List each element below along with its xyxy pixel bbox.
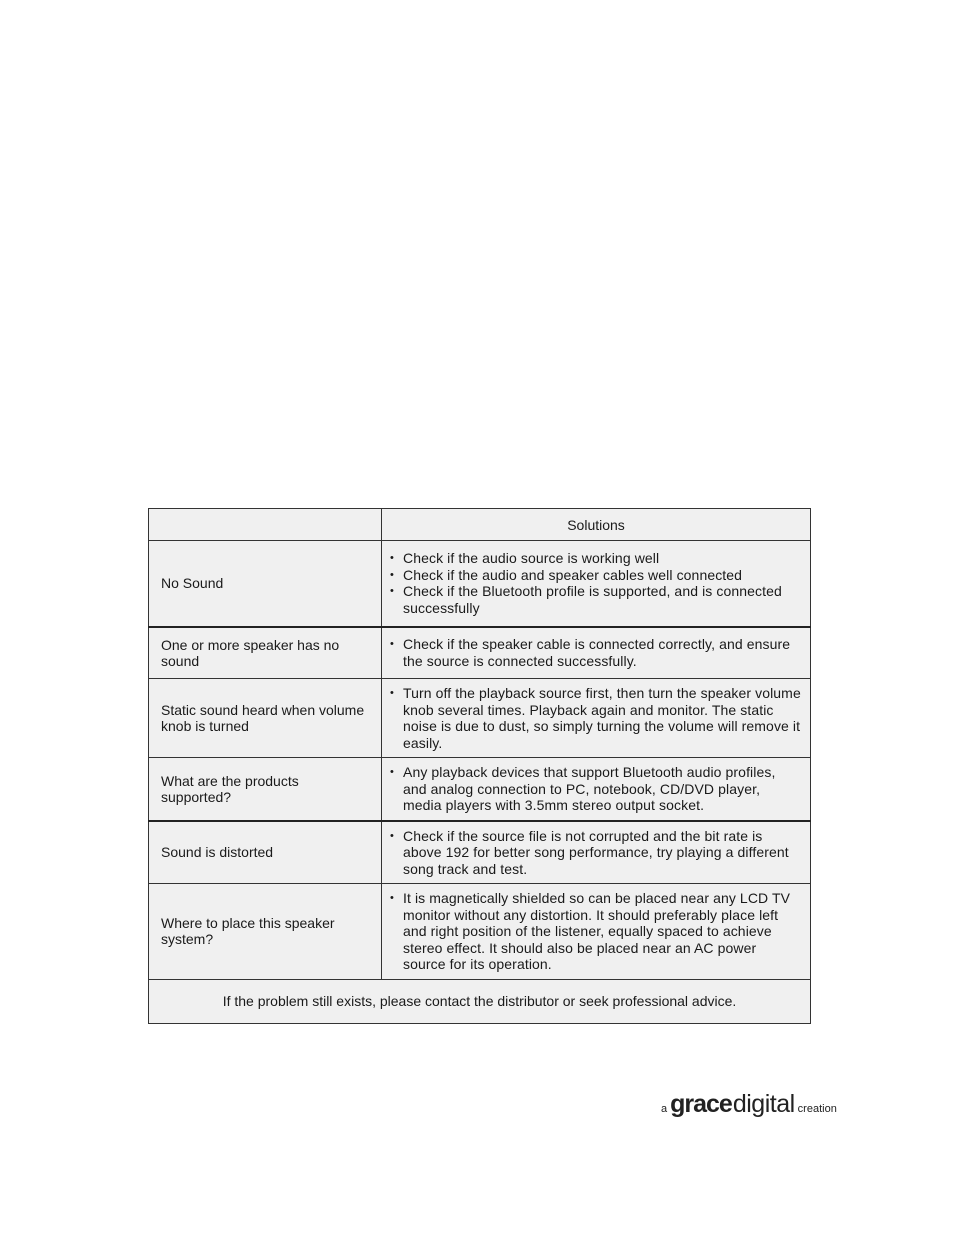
table-row [149, 679, 811, 758]
solution-cell [382, 627, 811, 679]
solution-cell [382, 541, 811, 627]
table-row [149, 821, 811, 884]
solution-list [388, 550, 802, 616]
solution-item: • Any playback devices that support Bluetooth audio profiles, and analog connection to PC, notebook, CD/DVD player, media players with 3.5mm stereo output socket. [388, 764, 802, 814]
problem-cell: Where to place this speaker system? [149, 884, 382, 980]
solution-list [388, 890, 802, 973]
solution-cell [382, 884, 811, 980]
solution-cell [382, 821, 811, 884]
table-footer-note: If the problem still exists, please contact the distributor or seek professional advice. [149, 979, 811, 1023]
solution-list [388, 764, 802, 814]
solution-item: • Turn off the playback source first, then turn the speaker volume knob several times. Playback again and monitor. The static noise is due to dust, so simply turning the volume will remove it easily. [388, 685, 802, 751]
troubleshooting-table [148, 508, 811, 1024]
problem-column-header [149, 509, 382, 541]
solution-item: • Check if the audio and speaker cables well connected [388, 567, 802, 584]
table-header-row [149, 509, 811, 541]
logo-brand-bold: grace [670, 1090, 732, 1118]
problem-cell: No Sound [149, 541, 382, 627]
logo-prefix: a [661, 1103, 668, 1115]
solution-list [388, 828, 802, 878]
solution-cell [382, 758, 811, 821]
solution-cell [382, 679, 811, 758]
problem-cell: Static sound heard when volume knob is turned [149, 679, 382, 758]
table-footer-row [149, 979, 811, 1023]
solution-item: • Check if the source file is not corrupted and the bit rate is above 192 for better song performance, try playing a different song track and test. [388, 828, 802, 878]
problem-cell: Sound is distorted [149, 821, 382, 884]
solution-list [388, 636, 802, 669]
logo-brand-light: digital [732, 1090, 795, 1118]
gracedigital-logo [661, 1090, 837, 1124]
logo-suffix: creation [797, 1103, 837, 1115]
solution-list [388, 685, 802, 751]
solutions-column-header: Solutions [382, 509, 811, 541]
table-row [149, 541, 811, 627]
solution-item: • Check if the audio source is working well [388, 550, 802, 567]
table-row [149, 884, 811, 980]
solution-item: • Check if the Bluetooth profile is supported, and is connected successfully [388, 583, 802, 616]
solution-item: • Check if the speaker cable is connected correctly, and ensure the source is connected successfully. [388, 636, 802, 669]
problem-cell: What are the products supported? [149, 758, 382, 821]
problem-cell: One or more speaker has no sound [149, 627, 382, 679]
solution-item: • It is magnetically shielded so can be placed near any LCD TV monitor without any distortion. It should preferably place left and right position of the listener, equally spaced to achieve stereo effect. It should also be placed near an AC power source for its operation. [388, 890, 802, 973]
table-row [149, 758, 811, 821]
table-row [149, 627, 811, 679]
